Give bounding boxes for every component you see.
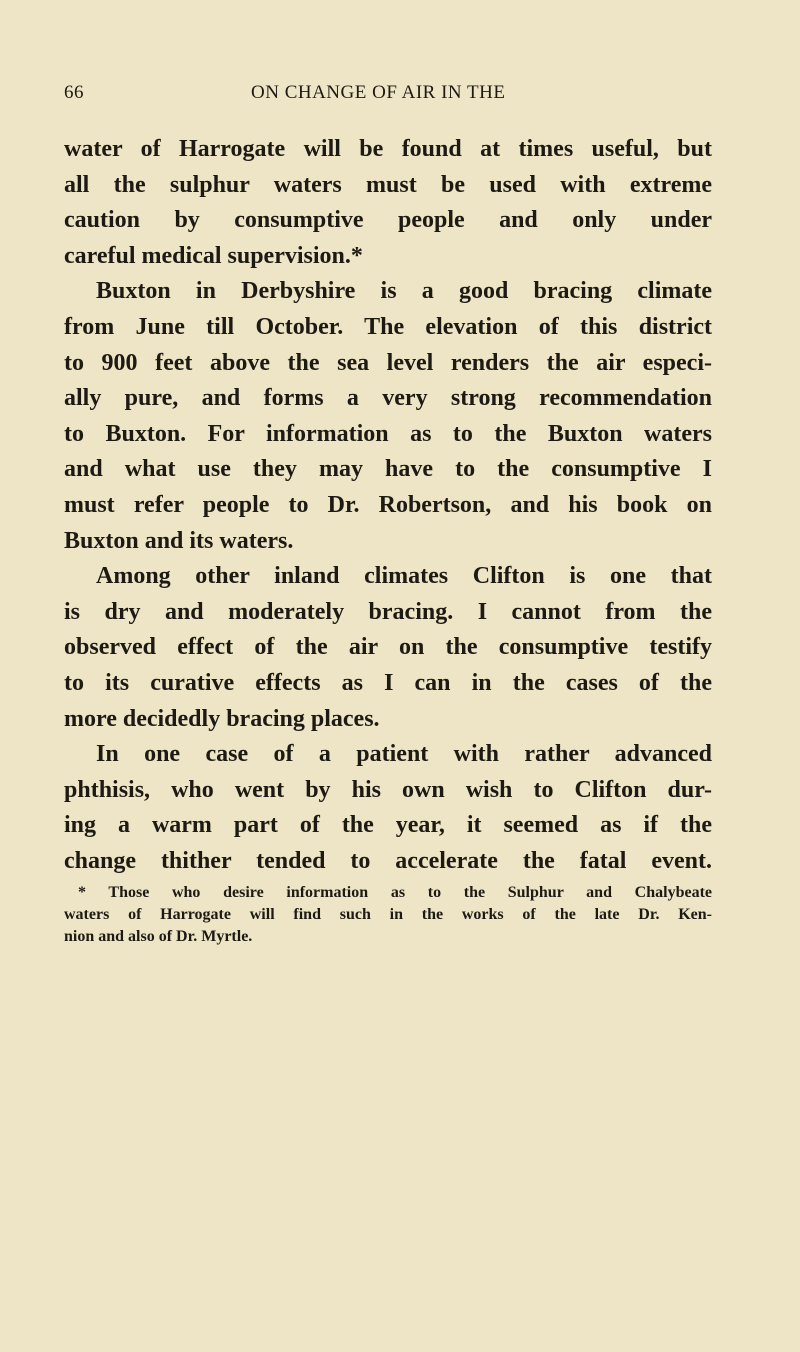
text-line: to 900 feet above the sea level renders the air especi-	[64, 349, 712, 376]
text-line: all the sulphur waters must be used with extreme	[64, 171, 712, 198]
text-line: more decidedly bracing places.	[64, 705, 380, 732]
text-line: phthisis, who went by his own wish to Clifton dur-	[64, 776, 712, 803]
running-title: ON CHANGE OF AIR IN THE	[251, 82, 506, 103]
body-text	[64, 132, 712, 879]
footnote-line: nion and also of Dr. Myrtle.	[64, 928, 253, 945]
text-line: ally pure, and forms a very strong recommendation	[64, 385, 712, 412]
text-line: careful medical supervision.*	[64, 242, 363, 269]
text-line: and what use they may have to the consumptive I	[64, 456, 712, 483]
text-line: to its curative effects as I can in the cases of the	[64, 669, 712, 696]
footnote	[64, 882, 712, 948]
text-line: water of Harrogate will be found at times useful, but	[64, 136, 712, 162]
text-line: Among other inland climates Clifton is one that	[96, 563, 712, 590]
text-line: must refer people to Dr. Robertson, and his book on	[64, 491, 712, 518]
text-line: is dry and moderately bracing. I cannot from the	[64, 598, 712, 625]
text-line: ing a warm part of the year, it seemed as if the	[64, 812, 712, 839]
text-line: change thither tended to accelerate the fatal event.	[64, 847, 712, 874]
text-line: observed effect of the air on the consumptive testify	[64, 634, 712, 661]
text-line: caution by consumptive people and only under	[64, 207, 712, 234]
footnote-line: waters of Harrogate will find such in the works of the late Dr. Ken-	[64, 906, 712, 923]
text-line: from June till October. The elevation of this district	[64, 313, 712, 340]
footnote-line: * Those who desire information as to the Sulphur and Chalybeate	[78, 884, 712, 901]
text-line: In one case of a patient with rather advanced	[96, 741, 712, 768]
text-line: to Buxton. For information as to the Buxton waters	[64, 420, 712, 447]
text-line: Buxton and its waters.	[64, 527, 294, 554]
text-line: Buxton in Derbyshire is a good bracing climate	[96, 278, 712, 305]
page-number: 66	[64, 82, 84, 103]
running-head	[64, 82, 714, 108]
